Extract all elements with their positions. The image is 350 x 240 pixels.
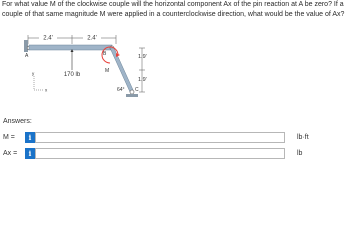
dimension-bottom-vertical-label: 1.9' — [138, 77, 147, 83]
member-bc — [110, 48, 134, 92]
label-b: B — [103, 51, 107, 57]
label-m: M — [105, 68, 110, 74]
question-text: For what value M of the clockwise couple will the horizontal component Ax of the pin reaction at A be zero? If a couple of that same magnitude M were applied in a counterclockwise direction, what would be the value of Ax? — [2, 1, 345, 18]
label-c: C — [135, 87, 139, 93]
answers-title: Answers: — [3, 118, 32, 125]
info-icon[interactable]: i — [25, 148, 35, 159]
axis-x-label: x — [45, 87, 48, 93]
pin-c — [130, 90, 134, 94]
dimension-top-vertical-label: 1.9' — [138, 54, 147, 60]
m-label: M = — [3, 134, 15, 141]
angle-label: 64° — [117, 87, 125, 93]
load-label: 170 lb — [63, 72, 81, 78]
truss-figure — [22, 28, 152, 126]
info-icon[interactable]: i — [25, 132, 35, 143]
wall-support — [24, 40, 28, 52]
ax-unit: lb — [297, 150, 303, 157]
m-input[interactable] — [35, 132, 285, 143]
ground-support — [126, 94, 138, 97]
dimension-left-label: 2.4' — [43, 35, 53, 42]
label-a: A — [25, 53, 29, 59]
member-ab — [29, 45, 112, 50]
ax-input[interactable] — [35, 148, 285, 159]
m-unit: lb·ft — [297, 134, 309, 141]
ax-label: Ax = — [3, 150, 18, 157]
dimension-right-label: 2.4' — [87, 35, 97, 42]
axis-y-label: y — [32, 71, 35, 76]
